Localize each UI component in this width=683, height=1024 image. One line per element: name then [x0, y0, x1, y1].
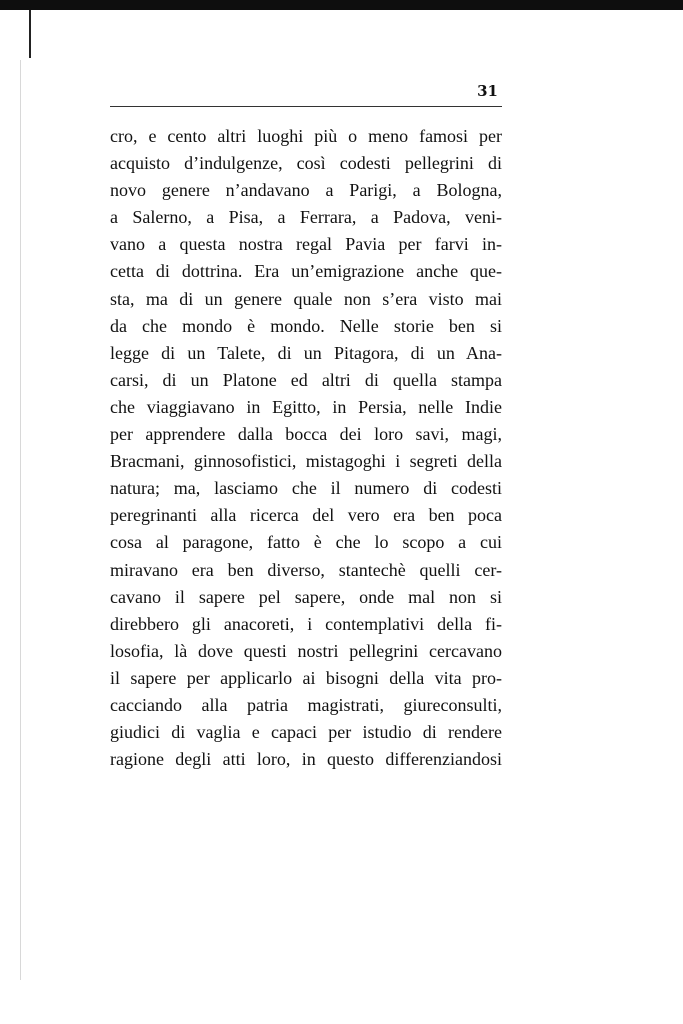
- text-line: direbbero gli anacoreti, i contemplativi della fi-: [110, 613, 502, 634]
- top-scan-border: [0, 0, 683, 10]
- text-line: che viaggiavano in Egitto, in Persia, nelle Indie: [110, 396, 502, 417]
- text-line: acquisto d’indulgenze, così codesti pellegrini di: [110, 153, 502, 174]
- text-line: da che mondo è mondo. Nelle storie ben si: [110, 315, 502, 336]
- text-line: per apprendere dalla bocca dei loro savi, magi,: [110, 424, 502, 445]
- text-line: sta, ma di un genere quale non s’era visto mai: [110, 288, 502, 309]
- binding-edge-mark: [29, 10, 31, 58]
- header-rule: [110, 106, 502, 107]
- text-line: natura; ma, lasciamo che il numero di codesti: [110, 478, 502, 499]
- text-line: legge di un Talete, di un Pitagora, di un Ana-: [110, 342, 502, 363]
- text-line: vano a questa nostra regal Pavia per farvi in-: [110, 234, 502, 255]
- text-line: peregrinanti alla ricerca del vero era ben poca: [110, 505, 502, 526]
- text-line: cosa al paragone, fatto è che lo scopo a cui: [110, 532, 502, 553]
- binding-edge-shadow: [20, 60, 21, 980]
- text-line: giudici di vaglia e capaci per istudio di rendere: [110, 722, 502, 743]
- text-line: il sapere per applicarlo ai bisogni della vita pro-: [110, 667, 502, 688]
- text-line: Bracmani, ginnosofistici, mistagoghi i segreti della: [110, 451, 502, 472]
- text-line: ragione degli atti loro, in questo differenziandosi: [110, 749, 502, 770]
- text-line: cacciando alla patria magistrati, giureconsulti,: [110, 694, 502, 715]
- text-line: cavano il sapere pel sapere, onde mal non si: [110, 586, 502, 607]
- text-line: carsi, di un Platone ed altri di quella stampa: [110, 369, 502, 390]
- text-line: miravano era ben diverso, stantechè quelli cer-: [110, 559, 502, 580]
- text-line: cro, e cento altri luoghi più o meno famosi per: [110, 126, 502, 146]
- page-number: 31: [477, 82, 498, 100]
- text-line: novo genere n’andavano a Parigi, a Bologna,: [110, 180, 502, 201]
- text-line: losofia, là dove questi nostri pellegrini cercavano: [110, 640, 502, 661]
- body-text: [110, 123, 502, 773]
- text-line: a Salerno, a Pisa, a Ferrara, a Padova, veni-: [110, 207, 502, 228]
- text-line: cetta di dottrina. Era un’emigrazione anche que-: [110, 261, 502, 282]
